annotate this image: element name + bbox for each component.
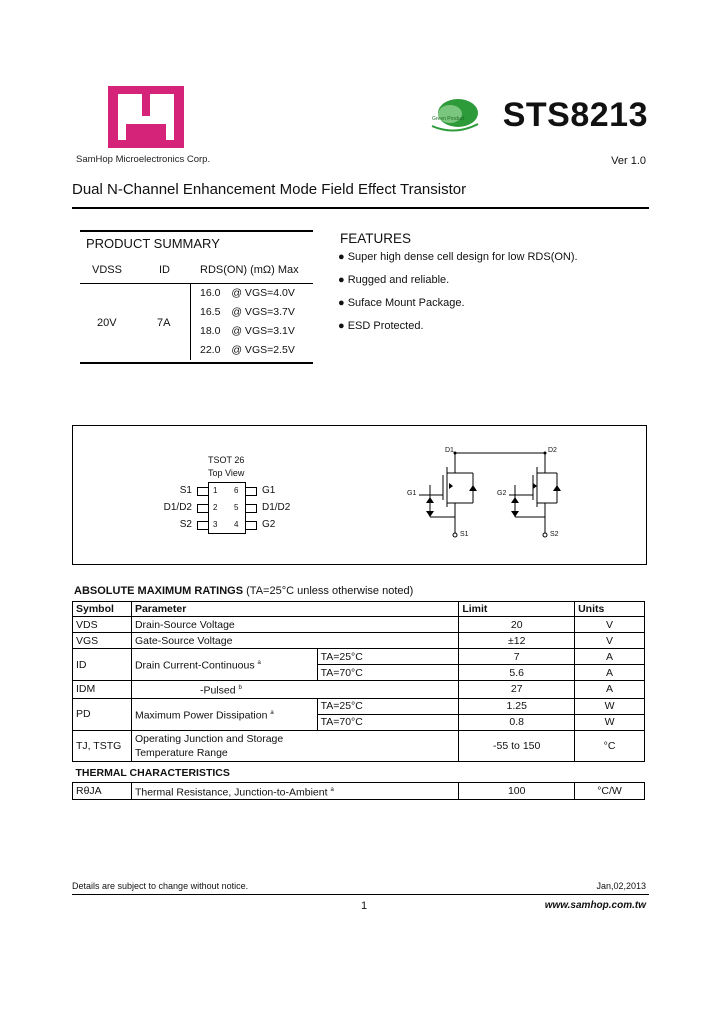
circuit-label: S1 (460, 531, 469, 538)
pin-label: S1 (179, 485, 192, 496)
page-title: Dual N-Channel Enhancement Mode Field Effect Transistor (72, 181, 467, 198)
samhop-logo-icon (108, 86, 184, 148)
pin-number: 3 (213, 520, 218, 529)
feature-item: ● Rugged and reliable. (338, 274, 450, 286)
pin-pad (245, 487, 257, 496)
limit-cell: 1.25 (459, 698, 575, 714)
website-link[interactable]: www.samhop.com.tw (544, 900, 646, 911)
condition-cell: TA=70°C (317, 714, 459, 730)
rds-value: 16.5 (200, 306, 221, 318)
table-row (73, 782, 645, 800)
bullet-icon: ● (338, 320, 348, 332)
unit-cell: A (575, 681, 645, 699)
rds-cond: @ VGS=2.5V (231, 344, 295, 356)
green-product-logo (428, 96, 482, 136)
symbol-cell: ID (73, 649, 132, 681)
unit-cell: W (575, 698, 645, 714)
rds-value: 18.0 (200, 325, 221, 337)
rds-cond: @ VGS=3.1V (231, 325, 295, 337)
page-number: 1 (361, 900, 368, 912)
symbol-cell: VDS (73, 617, 132, 633)
symbol-header: Symbol (73, 602, 132, 617)
vdss-value: 20V (97, 317, 117, 329)
pin-pad (197, 487, 209, 496)
company-name: SamHop Microelectronics Corp. (76, 154, 211, 165)
footer-date: Jan,02,2013 (596, 881, 646, 891)
unit-cell: V (575, 617, 645, 633)
parameter-cell: -Pulsed $^b$ (131, 681, 458, 699)
rds-value: 16.0 (200, 287, 221, 299)
limit-cell: ±12 (459, 633, 575, 649)
ps-header-rule (80, 283, 313, 284)
table-header-row (73, 602, 645, 617)
feature-item: ● ESD Protected. (338, 320, 424, 332)
bullet-icon: ● (338, 251, 348, 263)
id-value: 7A (157, 317, 171, 329)
bullet-icon: ● (338, 274, 348, 286)
units-header: Units (575, 602, 645, 617)
table-row (73, 649, 645, 665)
limit-cell: 5.6 (459, 665, 575, 681)
table-row (73, 698, 645, 714)
ps-col-rule (190, 283, 191, 360)
pin-label: D1/D2 (262, 502, 291, 513)
pin-pad (245, 504, 257, 513)
parameter-cell: Drain Current-Continuous $^a$ (131, 649, 317, 681)
package-view: Top View (208, 468, 245, 478)
id-header: ID (159, 264, 170, 276)
product-summary-title: PRODUCT SUMMARY (86, 236, 220, 251)
table-row (73, 730, 645, 761)
thermal-title-row (73, 761, 645, 782)
circuit-label: D1 (445, 447, 454, 454)
pin-label: D1/D2 (163, 502, 192, 513)
limit-cell: 27 (459, 681, 575, 699)
features-title: FEATURES (340, 231, 412, 246)
pin-number: 6 (234, 486, 239, 495)
condition-cell: TA=25°C (317, 649, 459, 665)
circuit-label: D2 (548, 447, 557, 454)
condition-cell: TA=70°C (317, 665, 459, 681)
symbol-cell: VGS (73, 633, 132, 649)
unit-cell: °C (575, 730, 645, 761)
vdss-header: VDSS (92, 264, 122, 276)
abs-max-table (72, 601, 645, 800)
thermal-title: THERMAL CHARACTERISTICS (73, 761, 645, 782)
pin-number: 2 (213, 503, 218, 512)
parameter-cell: Maximum Power Dissipation $^a$ (131, 698, 317, 730)
abs-max-title: ABSOLUTE MAXIMUM RATINGS (TA=25°C unless otherwise noted) (74, 585, 414, 597)
version: Ver 1.0 (611, 155, 646, 167)
pin-number: 1 (213, 486, 218, 495)
rds-row (200, 344, 295, 356)
green-product-text: Green Product (432, 116, 465, 122)
dual-mosfet-schematic (405, 445, 575, 545)
limit-cell: -55 to 150 (459, 730, 575, 761)
feature-item: ● Suface Mount Package. (338, 297, 465, 309)
unit-cell: °C/W (575, 782, 645, 800)
limit-cell: 100 (459, 782, 575, 800)
footer-divider (72, 894, 649, 895)
unit-cell: V (575, 633, 645, 649)
feature-item: ● Super high dense cell design for low RDS(ON). (338, 251, 578, 263)
circuit-label: S2 (550, 531, 559, 538)
circuit-label: G1 (407, 490, 417, 497)
symbol-cell: PD (73, 698, 132, 730)
parameter-cell: Drain-Source Voltage (131, 617, 458, 633)
parameter-cell: Operating Junction and Storage Temperature Range (131, 730, 458, 761)
rds-row (200, 325, 295, 337)
title-divider (72, 207, 649, 209)
unit-cell: A (575, 665, 645, 681)
samhop-logo (108, 86, 184, 148)
unit-cell: A (575, 649, 645, 665)
limit-cell: 7 (459, 649, 575, 665)
pin-pad (197, 521, 209, 530)
pin-label: G1 (262, 485, 276, 496)
parameter-header: Parameter (131, 602, 458, 617)
unit-cell: W (575, 714, 645, 730)
rds-row (200, 287, 295, 299)
table-row (73, 617, 645, 633)
bullet-icon: ● (338, 297, 348, 309)
pin-pad (197, 504, 209, 513)
parameter-cell: Gate-Source Voltage (131, 633, 458, 649)
rds-cond: @ VGS=3.7V (231, 306, 295, 318)
footer-note: Details are subject to change without notice. (72, 881, 249, 891)
circuit-label: G2 (497, 490, 507, 497)
mosfet-schematic-icon (405, 445, 575, 545)
table-row (73, 633, 645, 649)
pin-label: G2 (262, 519, 276, 530)
parameter-cell: Thermal Resistance, Junction-to-Ambient $^a$ (131, 782, 458, 800)
rds-cond: @ VGS=4.0V (231, 287, 295, 299)
package-name: TSOT 26 (208, 455, 245, 465)
pin-number: 5 (234, 503, 239, 512)
rds-header: RDS(ON) (mΩ) Max (200, 264, 299, 276)
rds-value: 22.0 (200, 344, 221, 356)
limit-header: Limit (459, 602, 575, 617)
limit-cell: 20 (459, 617, 575, 633)
pin-number: 4 (234, 520, 239, 529)
symbol-cell: TJ, TSTG (73, 730, 132, 761)
pin-pad (245, 521, 257, 530)
condition-cell: TA=25°C (317, 698, 459, 714)
pin-label: S2 (179, 519, 192, 530)
symbol-cell: IDM (73, 681, 132, 699)
rds-row (200, 306, 295, 318)
symbol-cell: RθJA (73, 782, 132, 800)
limit-cell: 0.8 (459, 714, 575, 730)
part-number: STS8213 (502, 96, 648, 134)
table-row (73, 681, 645, 699)
